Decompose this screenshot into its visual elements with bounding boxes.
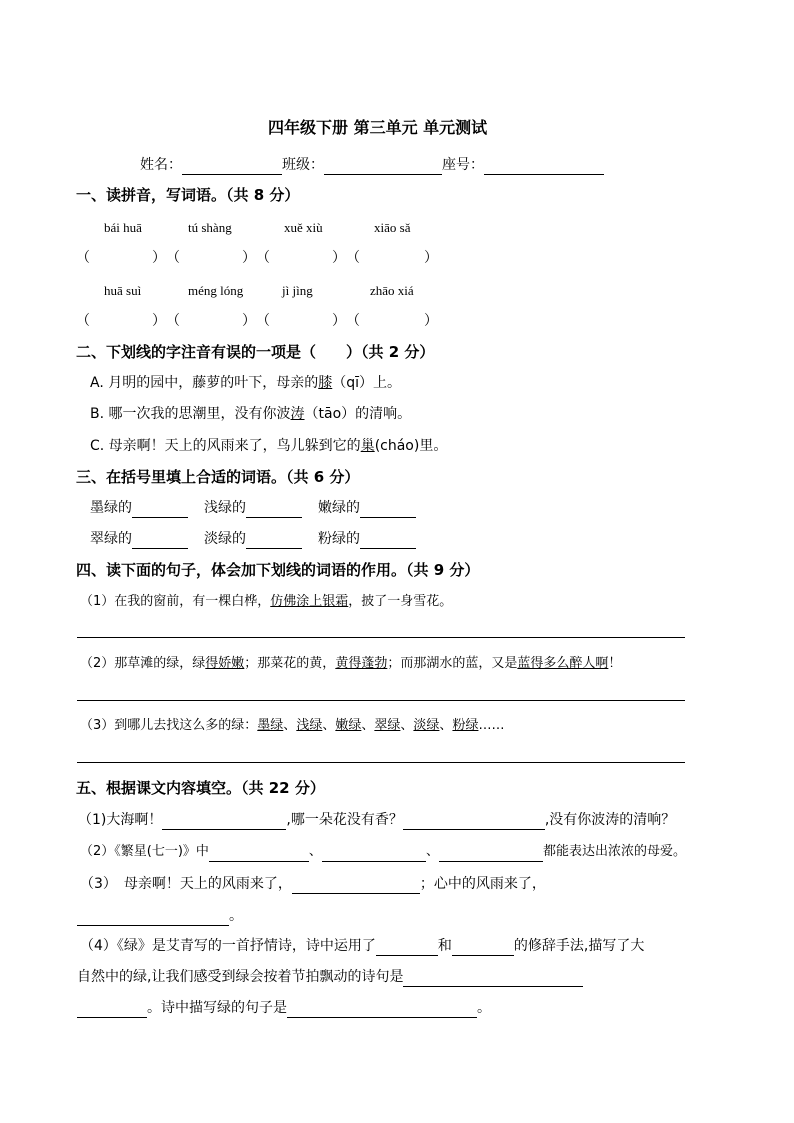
s5q1-text: （1)大海啊！ bbox=[78, 812, 163, 828]
student-info-row bbox=[140, 155, 604, 175]
pinyin-7: jì jìng bbox=[282, 283, 313, 298]
s5q1-blank-2[interactable] bbox=[403, 814, 545, 830]
section-5-heading: 五、根据课文内容填空。（共 22 分） bbox=[76, 779, 325, 797]
option-a-underlined: 膝 bbox=[318, 375, 333, 391]
s5-question-3-cont bbox=[77, 906, 243, 926]
q2-underlined-1: 得娇嫩 bbox=[205, 656, 245, 671]
s5q1-text: ,没有你波涛的清响？ bbox=[544, 812, 676, 828]
s5q4-blank-4[interactable] bbox=[77, 1002, 147, 1018]
s5q4-blank-5[interactable] bbox=[287, 1002, 477, 1018]
s5-question-4-line3 bbox=[77, 998, 491, 1018]
pinyin-2: tú shàng bbox=[188, 220, 232, 235]
answer-bracket-4-open: （ bbox=[346, 250, 360, 266]
s5-question-2 bbox=[80, 842, 686, 862]
answer-bracket-5-close: ） bbox=[152, 313, 166, 329]
answer-bracket-6-open: （ bbox=[166, 313, 180, 329]
s5q2-sep: 、 bbox=[308, 844, 322, 859]
fill-blank[interactable] bbox=[360, 502, 416, 518]
fill-word-label: 淡绿的 bbox=[204, 531, 246, 547]
s5q3-blank-2[interactable] bbox=[77, 910, 229, 926]
option-c-text: C. 母亲啊！天上的风雨来了，鸟儿躲到它的 bbox=[90, 438, 361, 454]
option-b-text: B. 哪一次我的思潮里，没有你波 bbox=[90, 406, 291, 422]
s5q4-text: 自然中的绿,让我们感受到绿会按着节拍飘动的诗句是 bbox=[77, 969, 404, 985]
s5q4-text: 和 bbox=[437, 938, 452, 954]
s5q3-text: （3） 母亲啊！天上的风雨来了， bbox=[80, 876, 292, 892]
seat-label: 座号： bbox=[442, 157, 484, 173]
option-b-underlined: 涛 bbox=[290, 406, 305, 422]
page-title: 四年级下册 第三单元 单元测试 bbox=[268, 118, 488, 137]
s5q3-text: 。 bbox=[229, 908, 243, 924]
answer-line-2[interactable] bbox=[77, 700, 685, 701]
class-field[interactable] bbox=[324, 159, 442, 175]
s5q2-blank-2[interactable] bbox=[322, 846, 426, 862]
option-b-tail: （tāo）的清响。 bbox=[304, 406, 412, 422]
s5q2-text: （2）《繁星(七一)》中 bbox=[80, 844, 209, 859]
pinyin-8: zhāo xiá bbox=[370, 283, 414, 298]
s5q4-text: 的修辞手法,描写了大 bbox=[513, 938, 645, 954]
q1-underlined: 仿佛涂上银霜 bbox=[270, 594, 349, 609]
fill-word-label: 粉绿的 bbox=[318, 531, 360, 547]
fill-blank[interactable] bbox=[246, 502, 302, 518]
q2-underlined-3: 蓝得多么醉人啊 bbox=[517, 656, 609, 671]
q2-tail: ！ bbox=[608, 656, 622, 671]
fill-word-4 bbox=[90, 529, 188, 549]
s5q2-blank-3[interactable] bbox=[439, 846, 543, 862]
fill-word-label: 墨绿的 bbox=[90, 500, 132, 516]
q3-word: 嫩绿 bbox=[335, 718, 362, 733]
q1-tail: ，披了一身雪花。 bbox=[348, 594, 453, 609]
answer-bracket-6-close: ） bbox=[242, 313, 256, 329]
seat-field[interactable] bbox=[484, 159, 604, 175]
s5q1-text: ,哪一朵花没有香？ bbox=[286, 812, 403, 828]
s5q3-blank-1[interactable] bbox=[292, 878, 420, 894]
q3-word: 翠绿 bbox=[374, 718, 401, 733]
fill-word-5 bbox=[204, 529, 302, 549]
answer-bracket-8-open: （ bbox=[346, 313, 360, 329]
pinyin-6: méng lóng bbox=[188, 283, 244, 298]
answer-bracket-2-close: ） bbox=[242, 250, 256, 266]
s5q4-blank-1[interactable] bbox=[376, 940, 438, 956]
name-field[interactable] bbox=[182, 159, 282, 175]
q2-text: ；而那湖水的蓝，又是 bbox=[387, 656, 518, 671]
answer-bracket-7-close: ） bbox=[332, 313, 346, 329]
s5q4-text: （4）《绿》是艾青写的一首抒情诗，诗中运用了 bbox=[80, 938, 376, 954]
fill-word-label: 翠绿的 bbox=[90, 531, 132, 547]
q2-text: （2）那草滩的绿，绿 bbox=[80, 656, 206, 671]
s5-question-4 bbox=[80, 936, 644, 956]
s5q1-blank-1[interactable] bbox=[162, 814, 286, 830]
q3-text: （3）到哪儿去找这么多的绿： bbox=[80, 718, 258, 733]
fill-blank[interactable] bbox=[132, 533, 188, 549]
answer-bracket-2-open: （ bbox=[166, 250, 180, 266]
s5-question-4-line2 bbox=[77, 967, 583, 987]
class-label: 班级： bbox=[282, 157, 324, 173]
option-b bbox=[90, 404, 411, 424]
answer-bracket-5-open: （ bbox=[76, 313, 90, 329]
s5q4-blank-3[interactable] bbox=[403, 971, 583, 987]
section-1-heading: 一、读拼音，写词语。（共 8 分） bbox=[76, 186, 300, 204]
s4-question-2 bbox=[80, 654, 621, 674]
s5q2-blank-1[interactable] bbox=[209, 846, 309, 862]
answer-bracket-3-open: （ bbox=[256, 250, 270, 266]
s5q4-blank-2[interactable] bbox=[452, 940, 514, 956]
q1-text: （1）在我的窗前，有一棵白桦， bbox=[80, 594, 271, 609]
fill-word-2 bbox=[204, 498, 302, 518]
q3-sep: 、 bbox=[439, 718, 453, 733]
s5q2-text: 都能表达出浓浓的母爱。 bbox=[542, 844, 686, 859]
q3-sep: 、 bbox=[361, 718, 375, 733]
option-a-text: A. 月明的园中，藤萝的叶下，母亲的 bbox=[90, 375, 319, 391]
s4-question-1 bbox=[80, 592, 452, 612]
q2-underlined-2: 黄得蓬勃 bbox=[335, 656, 388, 671]
s5q2-sep: 、 bbox=[425, 844, 439, 859]
option-c-underlined: 巢 bbox=[360, 438, 375, 454]
s5q3-text: ；心中的风雨来了， bbox=[419, 876, 546, 892]
name-label: 姓名： bbox=[140, 157, 182, 173]
option-c bbox=[90, 436, 447, 456]
option-c-tail: (cháo)里。 bbox=[374, 438, 448, 454]
q3-tail: …… bbox=[478, 718, 505, 733]
s4-question-3 bbox=[80, 716, 504, 736]
fill-word-label: 浅绿的 bbox=[204, 500, 246, 516]
q3-sep: 、 bbox=[322, 718, 336, 733]
fill-blank[interactable] bbox=[360, 533, 416, 549]
s5-question-3 bbox=[80, 874, 546, 894]
section-3-heading: 三、在括号里填上合适的词语。（共 6 分） bbox=[76, 468, 360, 486]
answer-line-1[interactable] bbox=[77, 637, 685, 638]
fill-word-3 bbox=[318, 498, 416, 518]
option-a-tail: （qī）上。 bbox=[332, 375, 402, 391]
s5q4-text: 。诗中描写绿的句子是 bbox=[147, 1000, 287, 1016]
q3-word: 淡绿 bbox=[413, 718, 440, 733]
answer-bracket-8-close: ） bbox=[424, 313, 438, 329]
option-a bbox=[90, 373, 401, 393]
answer-bracket-4-close: ） bbox=[424, 250, 438, 266]
answer-bracket-7-open: （ bbox=[256, 313, 270, 329]
q3-word: 墨绿 bbox=[257, 718, 284, 733]
answer-bracket-1-open: （ bbox=[76, 250, 90, 266]
q2-text: ；那菜花的黄， bbox=[244, 656, 336, 671]
pinyin-3: xuě xiù bbox=[284, 220, 323, 235]
fill-blank[interactable] bbox=[132, 502, 188, 518]
fill-word-label: 嫩绿的 bbox=[318, 500, 360, 516]
s5q4-text: 。 bbox=[477, 1000, 491, 1016]
answer-line-3[interactable] bbox=[77, 762, 685, 763]
q3-sep: 、 bbox=[400, 718, 414, 733]
q3-word: 浅绿 bbox=[296, 718, 323, 733]
q3-sep: 、 bbox=[283, 718, 297, 733]
answer-bracket-3-close: ） bbox=[332, 250, 346, 266]
fill-blank[interactable] bbox=[246, 533, 302, 549]
q3-word: 粉绿 bbox=[452, 718, 479, 733]
answer-bracket-1-close: ） bbox=[152, 250, 166, 266]
pinyin-4: xiāo sǎ bbox=[374, 220, 411, 235]
pinyin-1: bái huā bbox=[104, 220, 142, 235]
section-4-heading: 四、读下面的句子，体会加下划线的词语的作用。（共 9 分） bbox=[76, 561, 480, 579]
fill-word-1 bbox=[90, 498, 188, 518]
s5-question-1 bbox=[78, 810, 675, 830]
section-2-heading: 二、下划线的字注音有误的一项是（ ）（共 2 分） bbox=[76, 343, 435, 361]
fill-word-6 bbox=[318, 529, 416, 549]
pinyin-5: huā suì bbox=[104, 283, 142, 298]
